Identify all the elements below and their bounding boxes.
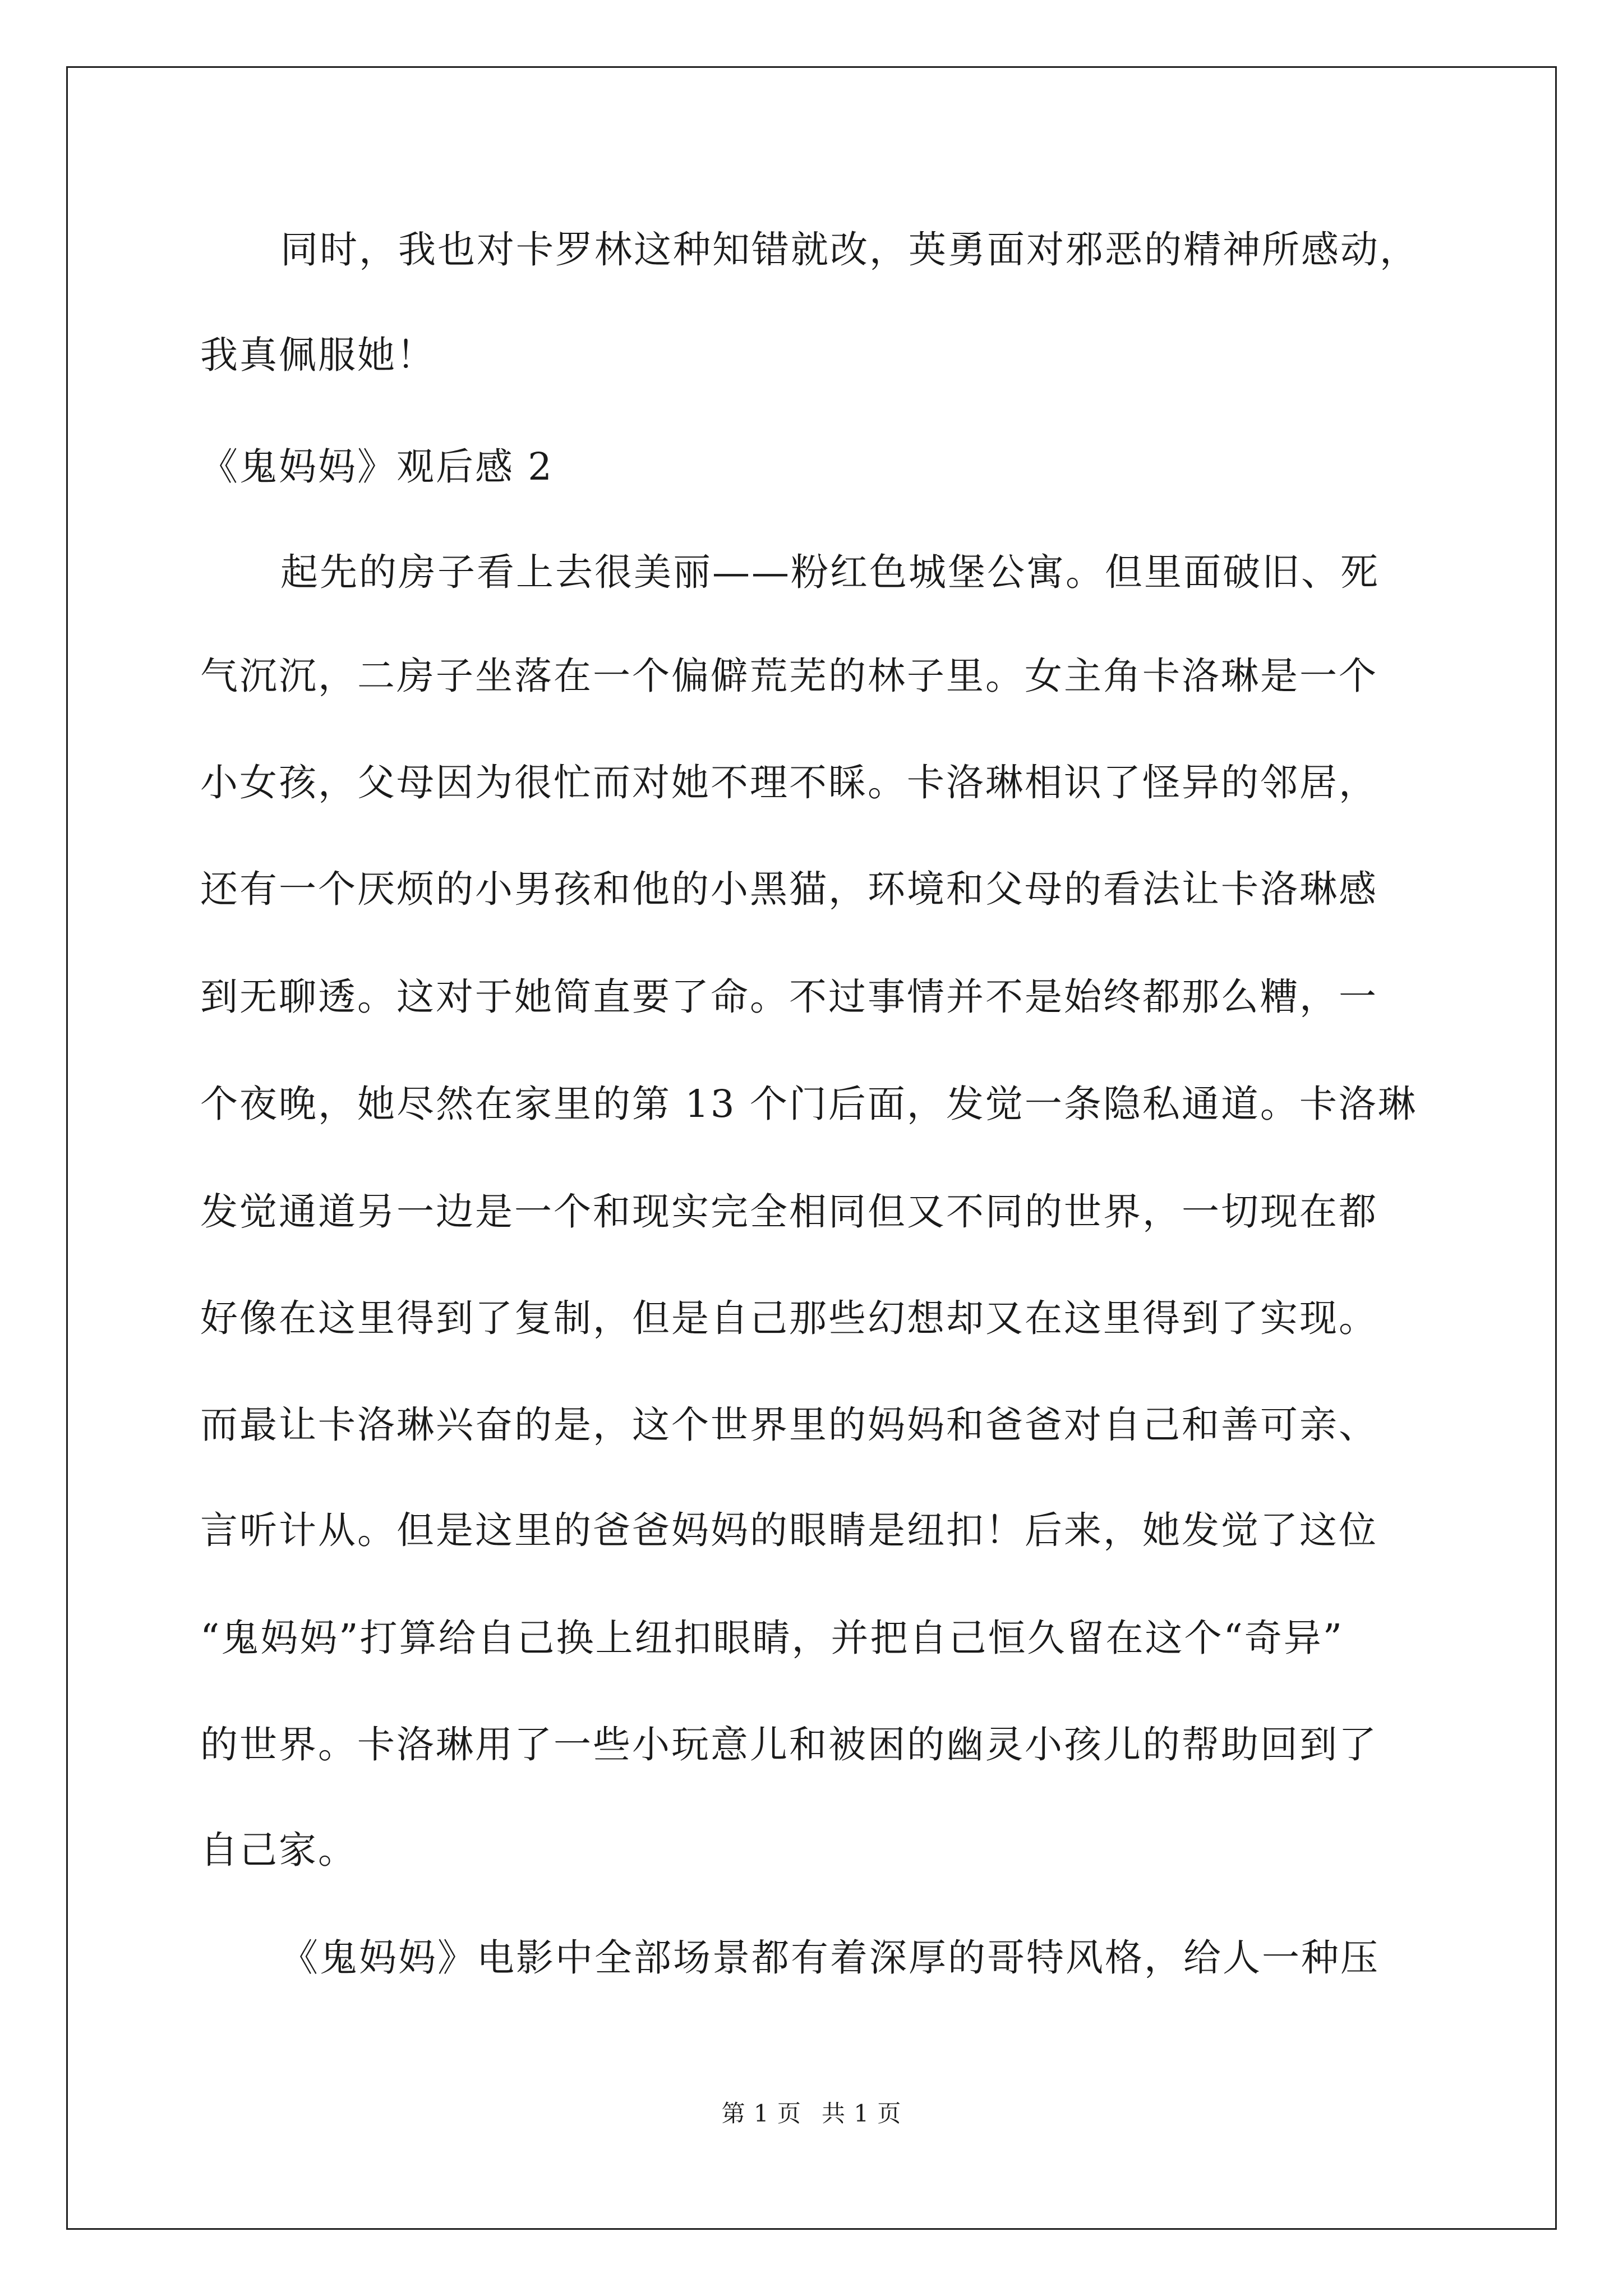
- paragraph-line: 同时，我也对卡罗林这种知错就改，英勇面对邪恶的精神所感动，: [280, 228, 1419, 272]
- paragraph-line: 个夜晚，她尽然在家里的第 13 个门后面，发觉一条隐私通道。卡洛琳: [200, 1082, 1417, 1126]
- section-heading: 《鬼妈妈》观后感 2: [200, 445, 554, 489]
- page-total: 共 1 页: [822, 2100, 902, 2127]
- paragraph-line: 到无聊透。这对于她简直要了命。不过事情并不是始终都那么糟，一: [200, 975, 1378, 1019]
- page-footer: [0, 2100, 1623, 2128]
- paragraph-line: 《鬼妈妈》电影中全部场景都有着深厚的哥特风格，给人一种压: [280, 1936, 1380, 1980]
- page-number: 第 1 页: [721, 2100, 801, 2127]
- paragraph-line: 我真佩服她！: [200, 333, 436, 377]
- page-border: [66, 66, 1557, 2230]
- paragraph-line: 自己家。: [200, 1828, 357, 1872]
- paragraph-line: 言听计从。但是这里的爸爸妈妈的眼睛是纽扣！后来，她发觉了这位: [200, 1508, 1378, 1552]
- paragraph-line: 而最让卡洛琳兴奋的是，这个世界里的妈妈和爸爸对自己和善可亲、: [200, 1403, 1378, 1447]
- paragraph-line: 起先的房子看上去很美丽——粉红色城堡公寓。但里面破旧、死: [280, 550, 1380, 594]
- paragraph-line: 还有一个厌烦的小男孩和他的小黑猫，环境和父母的看法让卡洛琳感: [200, 867, 1378, 911]
- paragraph-line: 好像在这里得到了复制，但是自己那些幻想却又在这里得到了实现。: [200, 1296, 1378, 1340]
- paragraph-line: 发觉通道另一边是一个和现实完全相同但又不同的世界，一切现在都: [200, 1190, 1378, 1234]
- paragraph-line: “鬼妈妈”打算给自己换上纽扣眼睛，并把自己恒久留在这个“奇异”: [200, 1616, 1344, 1660]
- paragraph-line: 小女孩，父母因为很忙而对她不理不睬。卡洛琳相识了怪异的邻居，: [200, 761, 1378, 804]
- paragraph-line: 气沉沉，二房子坐落在一个偏僻荒芜的林子里。女主角卡洛琳是一个: [200, 654, 1378, 698]
- paragraph-line: 的世界。卡洛琳用了一些小玩意儿和被困的幽灵小孩儿的帮助回到了: [200, 1723, 1378, 1766]
